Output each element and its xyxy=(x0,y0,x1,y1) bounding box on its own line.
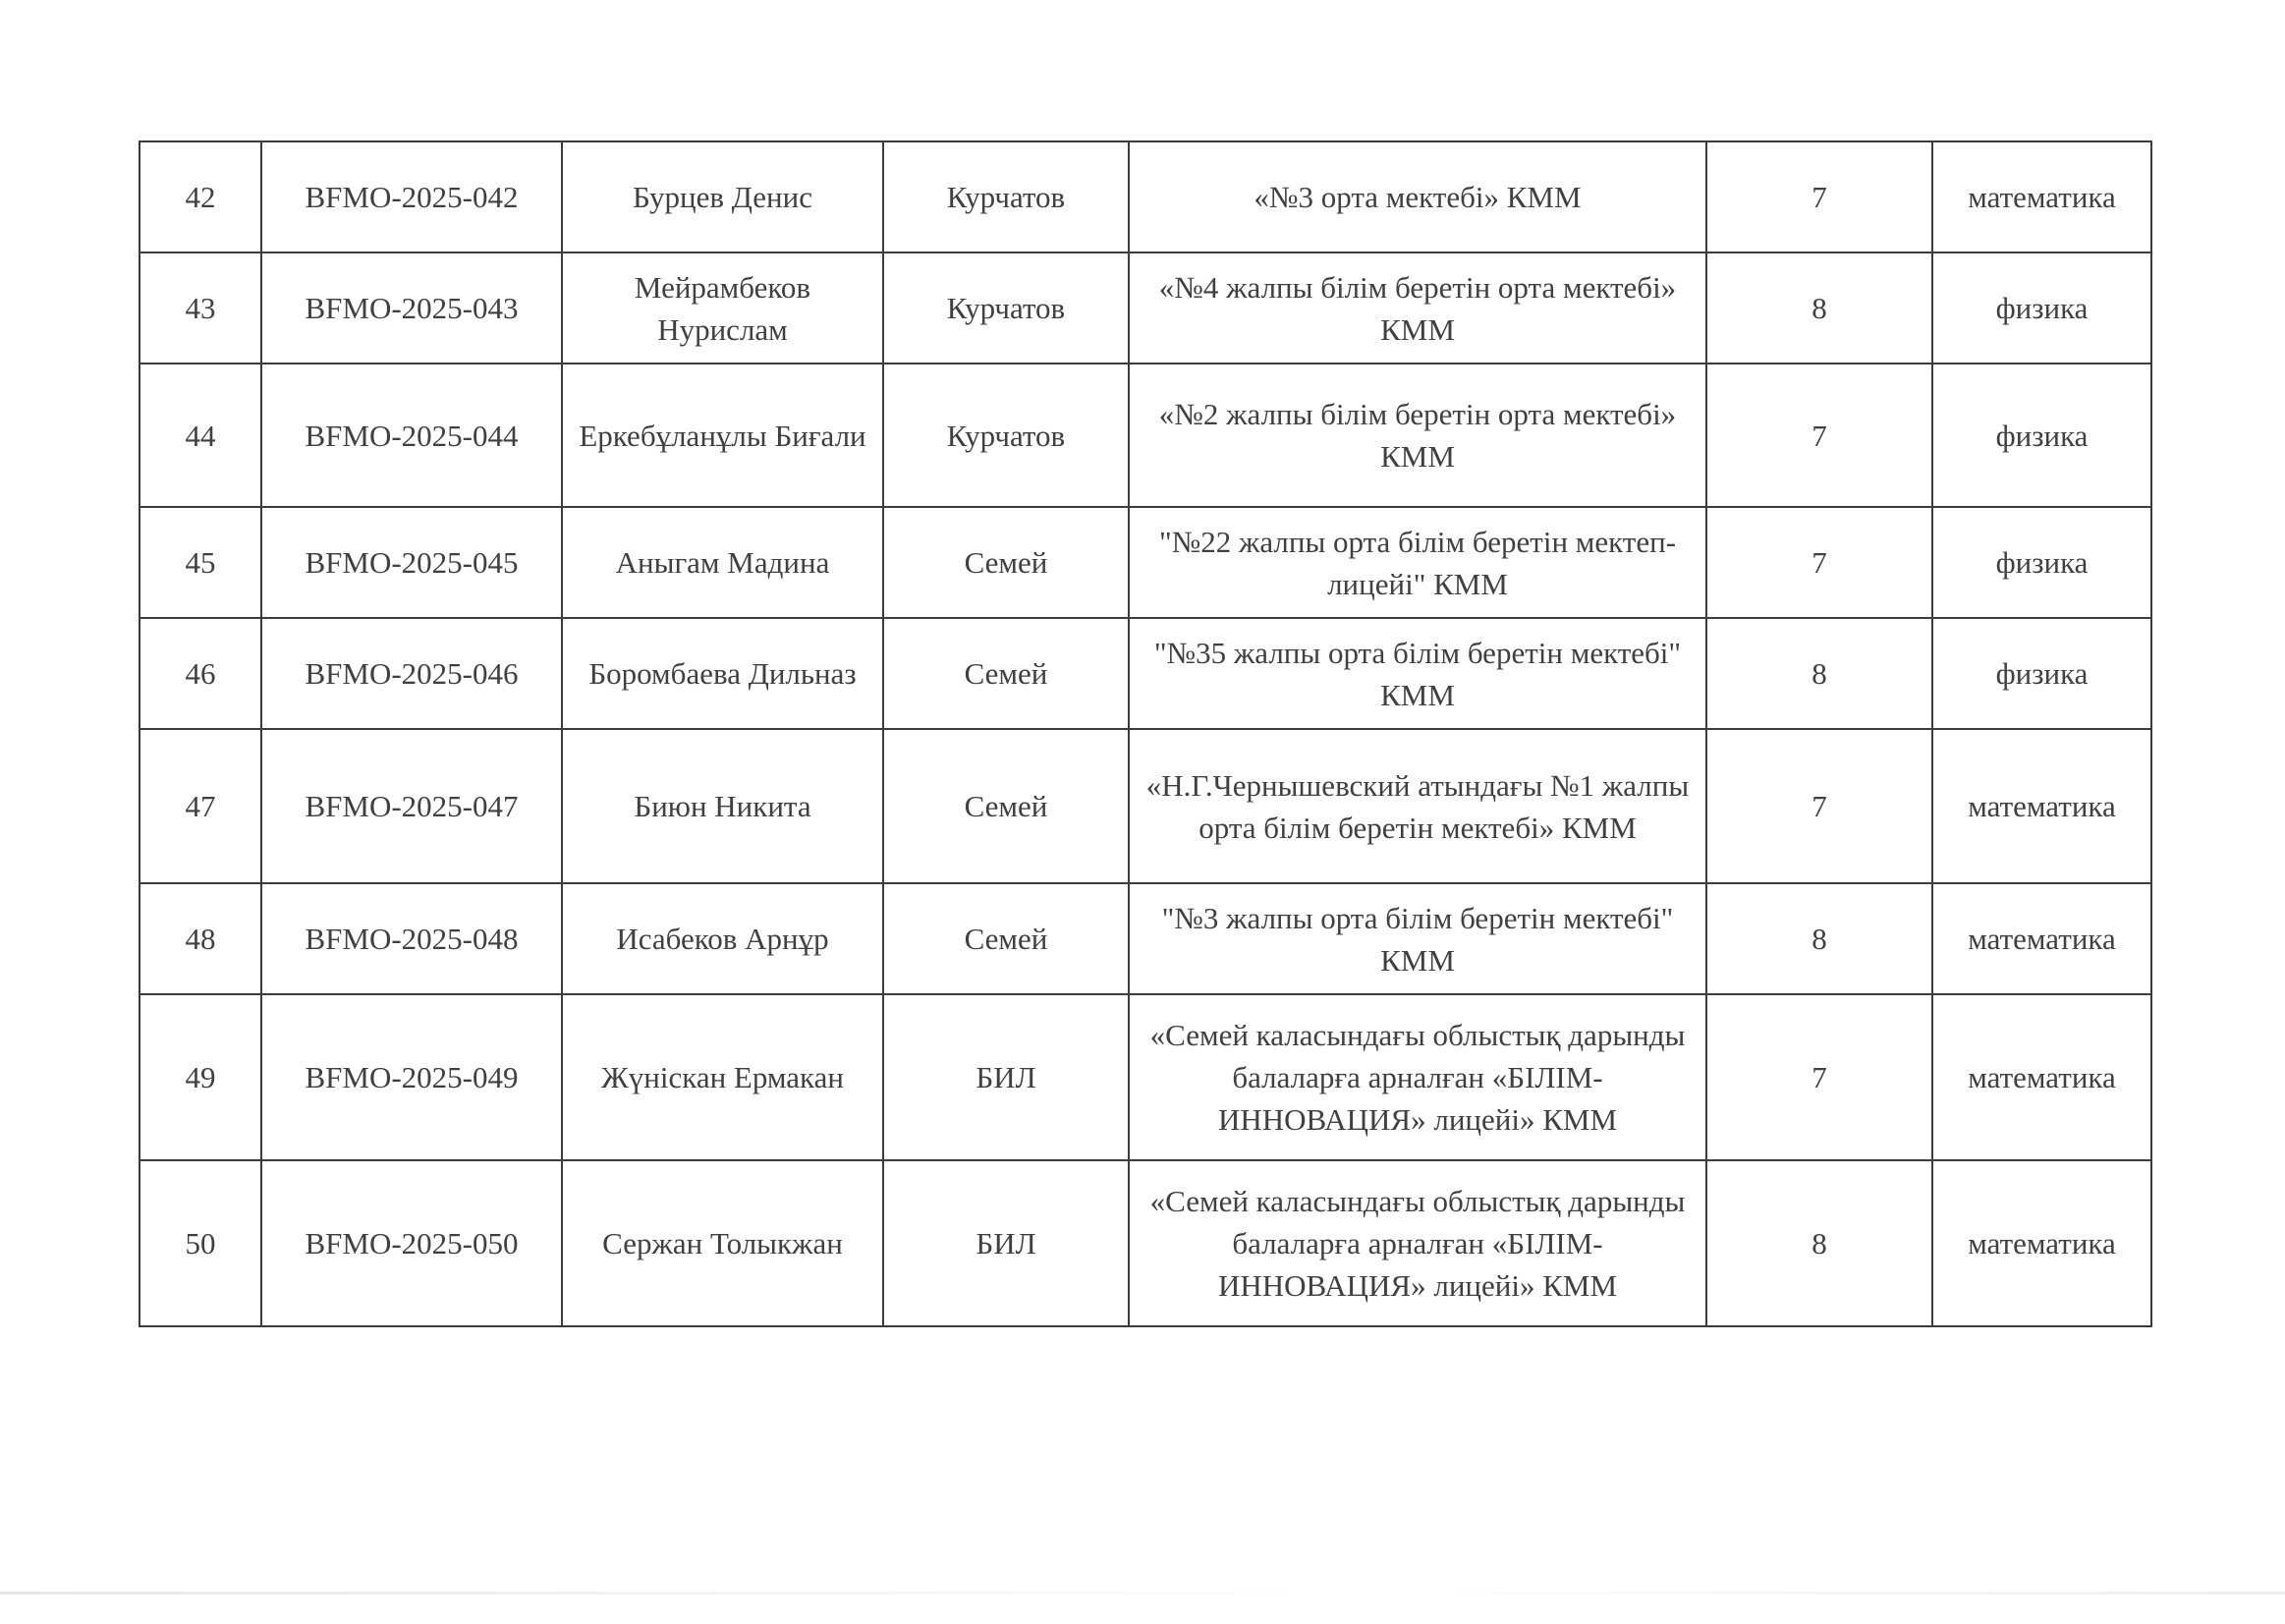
city-cell: Курчатов xyxy=(883,141,1129,252)
school-cell: «№3 орта мектебі» КММ xyxy=(1129,141,1706,252)
row-number-cell: 43 xyxy=(139,252,261,364)
row-number-cell: 50 xyxy=(139,1160,261,1326)
subject-cell: физика xyxy=(1932,618,2151,729)
table-row xyxy=(139,618,2151,729)
subject-cell: математика xyxy=(1932,994,2151,1160)
city-cell: Курчатов xyxy=(883,252,1129,364)
participant-code-cell: BFMO-2025-047 xyxy=(261,729,562,883)
row-number-cell: 48 xyxy=(139,883,261,994)
participant-name-cell: Мейрамбеков Нурислам xyxy=(562,252,883,364)
row-number-cell: 46 xyxy=(139,618,261,729)
city-cell: Семей xyxy=(883,729,1129,883)
subject-cell: математика xyxy=(1932,1160,2151,1326)
city-cell: Курчатов xyxy=(883,364,1129,507)
table-row xyxy=(139,507,2151,618)
participant-name-cell: Сержан Толыкжан xyxy=(562,1160,883,1326)
table-row xyxy=(139,729,2151,883)
participant-name-cell: Бурцев Денис xyxy=(562,141,883,252)
grade-cell: 8 xyxy=(1706,252,1932,364)
participant-name-cell: Аныгам Мадина xyxy=(562,507,883,618)
table-row xyxy=(139,252,2151,364)
grade-cell: 7 xyxy=(1706,507,1932,618)
participant-code-cell: BFMO-2025-045 xyxy=(261,507,562,618)
participant-name-cell: Биюн Никита xyxy=(562,729,883,883)
subject-cell: математика xyxy=(1932,729,2151,883)
school-cell: «Н.Г.Чернышевский атындағы №1 жалпы орта білім беретін мектебі» КММ xyxy=(1129,729,1706,883)
row-number-cell: 44 xyxy=(139,364,261,507)
row-number-cell: 45 xyxy=(139,507,261,618)
participant-name-cell: Жүніскан Ермакан xyxy=(562,994,883,1160)
table-row xyxy=(139,994,2151,1160)
participant-code-cell: BFMO-2025-049 xyxy=(261,994,562,1160)
school-cell: «№4 жалпы білім беретін орта мектебі» КММ xyxy=(1129,252,1706,364)
grade-cell: 7 xyxy=(1706,729,1932,883)
city-cell: Семей xyxy=(883,883,1129,994)
participant-code-cell: BFMO-2025-043 xyxy=(261,252,562,364)
table-row xyxy=(139,364,2151,507)
city-cell: БИЛ xyxy=(883,1160,1129,1326)
subject-cell: физика xyxy=(1932,507,2151,618)
participants-table xyxy=(139,140,2152,1327)
school-cell: "№3 жалпы орта білім беретін мектебі" КММ xyxy=(1129,883,1706,994)
school-cell: «№2 жалпы білім беретін орта мектебі» КММ xyxy=(1129,364,1706,507)
school-cell: «Семей каласындағы облыстық дарынды балаларға арналған «БІЛІМ-ИННОВАЦИЯ» лицейі» КММ xyxy=(1129,1160,1706,1326)
grade-cell: 7 xyxy=(1706,364,1932,507)
city-cell: БИЛ xyxy=(883,994,1129,1160)
participant-name-cell: Боромбаева Дильназ xyxy=(562,618,883,729)
grade-cell: 8 xyxy=(1706,618,1932,729)
grade-cell: 8 xyxy=(1706,1160,1932,1326)
table-row xyxy=(139,883,2151,994)
participant-name-cell: Еркебұланұлы Биғали xyxy=(562,364,883,507)
city-cell: Семей xyxy=(883,618,1129,729)
table-row xyxy=(139,1160,2151,1326)
participant-code-cell: BFMO-2025-050 xyxy=(261,1160,562,1326)
participant-code-cell: BFMO-2025-042 xyxy=(261,141,562,252)
row-number-cell: 42 xyxy=(139,141,261,252)
scan-edge-line xyxy=(0,1592,2285,1595)
city-cell: Семей xyxy=(883,507,1129,618)
subject-cell: физика xyxy=(1932,252,2151,364)
row-number-cell: 49 xyxy=(139,994,261,1160)
participant-code-cell: BFMO-2025-044 xyxy=(261,364,562,507)
school-cell: "№22 жалпы орта білім беретін мектеп-лицейі" КММ xyxy=(1129,507,1706,618)
subject-cell: математика xyxy=(1932,141,2151,252)
row-number-cell: 47 xyxy=(139,729,261,883)
grade-cell: 7 xyxy=(1706,141,1932,252)
participant-code-cell: BFMO-2025-046 xyxy=(261,618,562,729)
subject-cell: физика xyxy=(1932,364,2151,507)
subject-cell: математика xyxy=(1932,883,2151,994)
grade-cell: 8 xyxy=(1706,883,1932,994)
table-row xyxy=(139,141,2151,252)
school-cell: «Семей каласындағы облыстық дарынды балаларға арналған «БІЛІМ-ИННОВАЦИЯ» лицейі» КММ xyxy=(1129,994,1706,1160)
participant-code-cell: BFMO-2025-048 xyxy=(261,883,562,994)
grade-cell: 7 xyxy=(1706,994,1932,1160)
school-cell: "№35 жалпы орта білім беретін мектебі" КММ xyxy=(1129,618,1706,729)
participant-name-cell: Исабеков Арнұр xyxy=(562,883,883,994)
